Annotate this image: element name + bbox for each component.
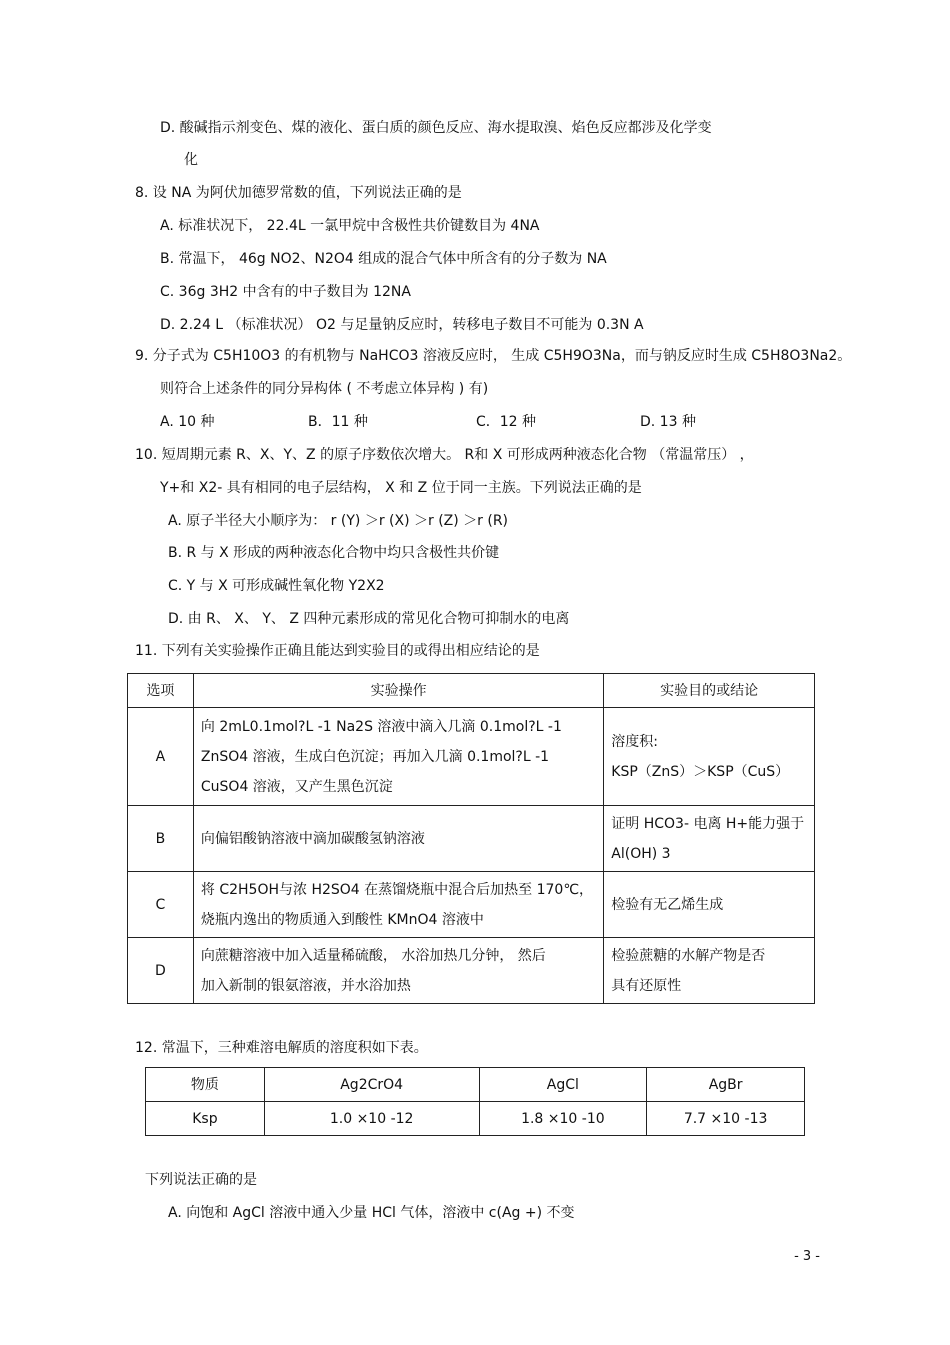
q11-row-c-operation-line2: 烧瓶内逸出的物质通入到酸性 KMnO4 溶液中 — [200, 911, 484, 928]
q10-option-c: C. Y 与 X 可形成碱性氧化物 Y2X2 — [168, 578, 385, 594]
q10-stem-line1: 10. 短周期元素 R、X、Y、Z 的原子序数依次增大。 R和 X 可形成两种液态化合物 （常温常压） ， — [135, 447, 754, 463]
q11-header-option: 选项 — [128, 674, 194, 708]
q11-row-b-conclusion-line2: Al(OH) 3 — [611, 845, 671, 862]
q12-header-substance: 物质 — [146, 1068, 265, 1102]
table-row — [146, 1102, 805, 1136]
q11-row-a-operation-line1: 向 2mL0.1mol?L -1 Na2S 溶液中滴入几滴 0.1mol?L -1 — [200, 718, 562, 735]
q7-option-d-line2: 化 — [184, 152, 198, 168]
q9-option-a: A. 10 种 — [160, 414, 215, 430]
q8-stem: 8. 设 NA 为阿伏加德罗常数的值，下列说法正确的是 — [135, 185, 462, 201]
q11-row-b-conclusion-line1: 证明 HCO3- 电离 H+能力强于 — [611, 815, 805, 832]
q11-row-a-option: A — [128, 708, 194, 806]
q10-option-d: D. 由 R、 X、 Y、 Z 四种元素形成的常见化合物可抑制水的电离 — [168, 611, 570, 627]
q11-row-c-operation-line1: 将 C2H5OH与浓 H2SO4 在蒸馏烧瓶中混合后加热至 170℃， — [200, 881, 594, 898]
q10-stem-line2: Y+和 X2- 具有相同的电子层结构， X 和 Z 位于同一主族。下列说法正确的是 — [160, 480, 642, 496]
q11-row-d-operation — [193, 938, 603, 1004]
q11-row-a-conclusion — [604, 708, 815, 806]
table-row — [128, 938, 815, 1004]
q11-row-a-operation-line3: CuSO4 溶液，又产生黑色沉淀 — [200, 778, 393, 795]
q10-option-a: A. 原子半径大小顺序为： r (Y) ＞r (X) ＞r (Z) ＞r (R) — [168, 513, 509, 529]
q12-ksp-label: Ksp — [146, 1102, 265, 1136]
q11-row-a-conclusion-line1: 溶度积: — [611, 733, 658, 750]
q11-header-conclusion: 实验目的或结论 — [604, 674, 815, 708]
q12-ksp-table — [145, 1067, 805, 1136]
q7-option-d-line1: D. 酸碱指示剂变色、煤的液化、蛋白质的颜色反应、海水提取溴、焰色反应都涉及化学变 — [160, 120, 712, 136]
q11-table — [127, 673, 815, 1004]
table-row — [128, 708, 815, 806]
q11-row-c-conclusion — [604, 872, 815, 938]
q8-option-a: A. 标准状况下， 22.4L 一氯甲烷中含极性共价键数目为 4NA — [160, 218, 540, 234]
q11-row-d-option: D — [128, 938, 194, 1004]
q12-header-agcl: AgCl — [479, 1068, 647, 1102]
q11-row-b-operation — [193, 806, 603, 872]
table-row — [128, 806, 815, 872]
q8-option-b: B. 常温下， 46g NO2、N2O4 组成的混合气体中所含有的分子数为 NA — [160, 251, 607, 267]
q11-row-a-operation — [193, 708, 603, 806]
q9-stem-line2: 则符合上述条件的同分异构体 ( 不考虑立体异构 ) 有) — [160, 381, 489, 397]
q11-row-b-conclusion — [604, 806, 815, 872]
q11-row-d-conclusion — [604, 938, 815, 1004]
q11-row-c-conclusion-line1: 检验有无乙烯生成 — [611, 896, 724, 913]
q12-ksp-agcl: 1.8 ×10 -10 — [479, 1102, 647, 1136]
q11-row-c-operation — [193, 872, 603, 938]
q11-row-d-operation-line2: 加入新制的银氨溶液，并水浴加热 — [200, 977, 411, 994]
q11-header-operation: 实验操作 — [193, 674, 603, 708]
q10-option-b: B. R 与 X 形成的两种液态化合物中均只含极性共价键 — [168, 545, 500, 561]
q12-followup: 下列说法正确的是 — [145, 1172, 257, 1188]
q11-row-b-option: B — [128, 806, 194, 872]
q11-row-d-conclusion-line2: 具有还原性 — [611, 977, 682, 994]
q11-row-b-operation-line1: 向偏铝酸钠溶液中滴加碳酸氢钠溶液 — [200, 830, 425, 847]
q8-option-c: C. 36g 3H2 中含有的中子数目为 12NA — [160, 284, 411, 300]
q11-stem: 11. 下列有关实验操作正确且能达到实验目的或得出相应结论的是 — [135, 643, 540, 659]
table-row — [128, 872, 815, 938]
q9-option-d: D. 13 种 — [640, 414, 696, 430]
q11-row-a-conclusion-line2: KSP（ZnS）＞KSP（CuS） — [611, 763, 790, 780]
q12-ksp-ag2cro4: 1.0 ×10 -12 — [264, 1102, 479, 1136]
q11-row-a-operation-line2: ZnSO4 溶液，生成白色沉淀；再加入几滴 0.1mol?L -1 — [200, 748, 550, 765]
q12-stem: 12. 常温下，三种难溶电解质的溶度积如下表。 — [135, 1040, 428, 1056]
q12-ksp-agbr: 7.7 ×10 -13 — [647, 1102, 805, 1136]
q11-row-d-conclusion-line1: 检验蔗糖的水解产物是否 — [611, 947, 766, 964]
q12-header-agbr: AgBr — [647, 1068, 805, 1102]
q9-option-c: C．12 种 — [476, 414, 537, 430]
page-number: - 3 - — [794, 1249, 820, 1264]
q12-option-a: A. 向饱和 AgCl 溶液中通入少量 HCl 气体，溶液中 c(Ag +) 不变 — [168, 1205, 575, 1221]
q8-option-d: D. 2.24 L （标准状况） O2 与足量钠反应时，转移电子数目不可能为 0.3N A — [160, 317, 644, 333]
q9-stem-line1: 9. 分子式为 C5H10O3 的有机物与 NaHCO3 溶液反应时， 生成 C5H9O3Na，而与钠反应时生成 C5H8O3Na2。 — [135, 348, 852, 364]
q11-row-c-option: C — [128, 872, 194, 938]
q9-option-b: B．11 种 — [308, 414, 368, 430]
q11-row-d-operation-line1: 向蔗糖溶液中加入适量稀硫酸， 水浴加热几分钟， 然后 — [200, 947, 546, 964]
q12-header-ag2cro4: Ag2CrO4 — [264, 1068, 479, 1102]
